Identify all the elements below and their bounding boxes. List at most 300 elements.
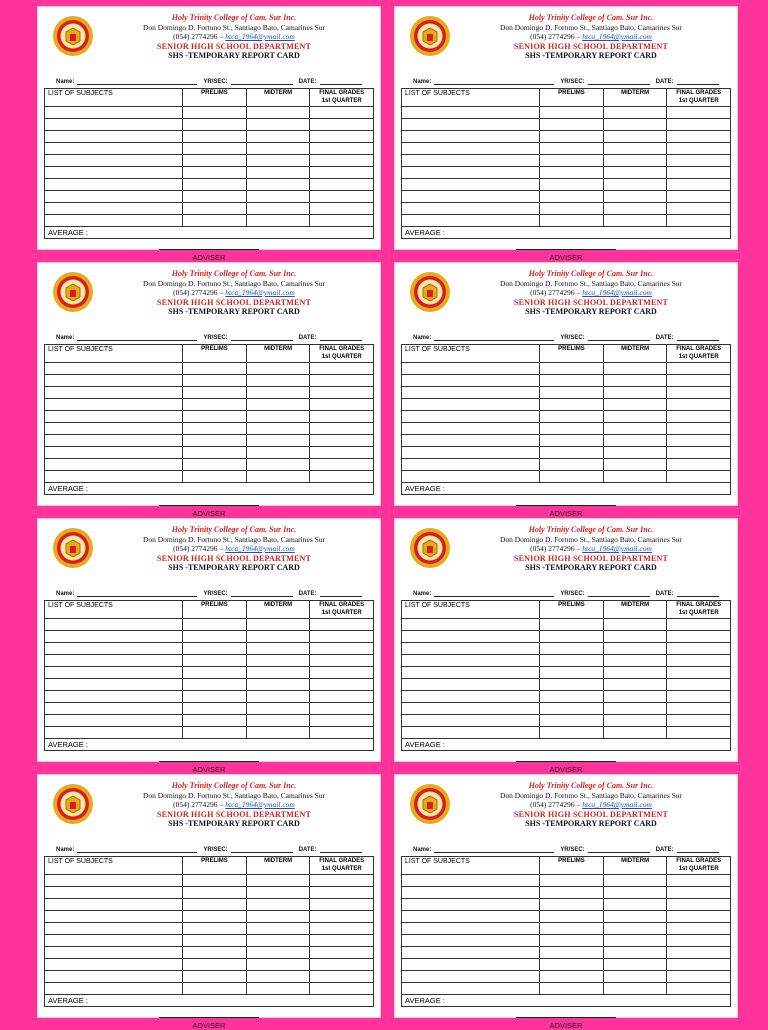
midterm-cell[interactable]	[246, 363, 310, 375]
final-grade-cell[interactable]	[667, 459, 731, 471]
midterm-cell[interactable]	[246, 459, 310, 471]
final-grade-cell[interactable]	[310, 667, 374, 679]
subject-cell[interactable]	[402, 703, 540, 715]
midterm-cell[interactable]	[603, 399, 667, 411]
final-grade-cell[interactable]	[310, 727, 374, 739]
prelims-cell[interactable]	[183, 459, 247, 471]
subject-cell[interactable]	[45, 715, 183, 727]
final-grade-cell[interactable]	[667, 971, 731, 983]
subject-cell[interactable]	[45, 899, 183, 911]
prelims-cell[interactable]	[540, 715, 604, 727]
final-grade-cell[interactable]	[310, 119, 374, 131]
subject-cell[interactable]	[402, 131, 540, 143]
final-grade-cell[interactable]	[667, 179, 731, 191]
prelims-cell[interactable]	[540, 727, 604, 739]
date-field[interactable]	[656, 78, 719, 85]
prelims-cell[interactable]	[183, 959, 247, 971]
subject-cell[interactable]	[45, 911, 183, 923]
yr-sec-field[interactable]	[203, 846, 292, 853]
midterm-cell[interactable]	[246, 435, 310, 447]
midterm-cell[interactable]	[246, 167, 310, 179]
prelims-cell[interactable]	[183, 363, 247, 375]
prelims-cell[interactable]	[183, 143, 247, 155]
midterm-cell[interactable]	[246, 119, 310, 131]
final-grade-cell[interactable]	[667, 471, 731, 483]
midterm-cell[interactable]	[603, 179, 667, 191]
midterm-cell[interactable]	[603, 191, 667, 203]
prelims-cell[interactable]	[540, 411, 604, 423]
prelims-cell[interactable]	[540, 143, 604, 155]
prelims-cell[interactable]	[183, 411, 247, 423]
midterm-cell[interactable]	[603, 727, 667, 739]
subject-cell[interactable]	[402, 667, 540, 679]
final-grade-cell[interactable]	[310, 447, 374, 459]
subject-cell[interactable]	[45, 459, 183, 471]
final-grade-cell[interactable]	[310, 387, 374, 399]
subject-cell[interactable]	[45, 143, 183, 155]
final-grade-cell[interactable]	[310, 947, 374, 959]
final-grade-cell[interactable]	[667, 935, 731, 947]
prelims-cell[interactable]	[540, 971, 604, 983]
subject-cell[interactable]	[402, 935, 540, 947]
subject-cell[interactable]	[45, 387, 183, 399]
midterm-cell[interactable]	[603, 131, 667, 143]
subject-cell[interactable]	[45, 655, 183, 667]
midterm-cell[interactable]	[603, 447, 667, 459]
subject-cell[interactable]	[402, 887, 540, 899]
subject-cell[interactable]	[45, 167, 183, 179]
final-grade-cell[interactable]	[667, 887, 731, 899]
final-grade-cell[interactable]	[310, 423, 374, 435]
midterm-cell[interactable]	[246, 179, 310, 191]
prelims-cell[interactable]	[540, 215, 604, 227]
final-grade-cell[interactable]	[310, 107, 374, 119]
subject-cell[interactable]	[45, 155, 183, 167]
prelims-cell[interactable]	[183, 947, 247, 959]
prelims-cell[interactable]	[540, 107, 604, 119]
final-grade-cell[interactable]	[667, 447, 731, 459]
prelims-cell[interactable]	[540, 131, 604, 143]
final-grade-cell[interactable]	[667, 631, 731, 643]
subject-cell[interactable]	[45, 983, 183, 995]
midterm-cell[interactable]	[603, 411, 667, 423]
midterm-cell[interactable]	[603, 971, 667, 983]
prelims-cell[interactable]	[540, 167, 604, 179]
midterm-cell[interactable]	[603, 215, 667, 227]
prelims-cell[interactable]	[183, 155, 247, 167]
midterm-cell[interactable]	[246, 983, 310, 995]
subject-cell[interactable]	[45, 703, 183, 715]
email-link[interactable]: htca_1964@ymail.com	[225, 288, 295, 297]
subject-cell[interactable]	[45, 203, 183, 215]
final-grade-cell[interactable]	[667, 363, 731, 375]
subject-cell[interactable]	[45, 935, 183, 947]
subject-cell[interactable]	[402, 631, 540, 643]
yr-sec-field[interactable]	[560, 334, 649, 341]
midterm-cell[interactable]	[246, 143, 310, 155]
subject-cell[interactable]	[402, 691, 540, 703]
yr-sec-field[interactable]	[560, 78, 649, 85]
prelims-cell[interactable]	[540, 387, 604, 399]
midterm-cell[interactable]	[603, 875, 667, 887]
email-link[interactable]: htca_1964@ymail.com	[225, 544, 295, 553]
midterm-cell[interactable]	[246, 679, 310, 691]
subject-cell[interactable]	[45, 691, 183, 703]
midterm-cell[interactable]	[246, 643, 310, 655]
prelims-cell[interactable]	[183, 179, 247, 191]
date-field[interactable]	[656, 334, 719, 341]
prelims-cell[interactable]	[183, 203, 247, 215]
subject-cell[interactable]	[45, 947, 183, 959]
final-grade-cell[interactable]	[667, 703, 731, 715]
prelims-cell[interactable]	[183, 631, 247, 643]
prelims-cell[interactable]	[183, 935, 247, 947]
midterm-cell[interactable]	[603, 703, 667, 715]
name-field[interactable]	[413, 334, 554, 341]
prelims-cell[interactable]	[540, 119, 604, 131]
final-grade-cell[interactable]	[310, 143, 374, 155]
midterm-cell[interactable]	[246, 399, 310, 411]
prelims-cell[interactable]	[183, 387, 247, 399]
yr-sec-field[interactable]	[203, 78, 292, 85]
subject-cell[interactable]	[402, 471, 540, 483]
final-grade-cell[interactable]	[310, 155, 374, 167]
midterm-cell[interactable]	[603, 363, 667, 375]
final-grade-cell[interactable]	[310, 459, 374, 471]
subject-cell[interactable]	[45, 447, 183, 459]
subject-cell[interactable]	[402, 619, 540, 631]
final-grade-cell[interactable]	[667, 619, 731, 631]
midterm-cell[interactable]	[603, 679, 667, 691]
prelims-cell[interactable]	[540, 691, 604, 703]
midterm-cell[interactable]	[246, 727, 310, 739]
prelims-cell[interactable]	[540, 447, 604, 459]
midterm-cell[interactable]	[603, 887, 667, 899]
midterm-cell[interactable]	[603, 107, 667, 119]
subject-cell[interactable]	[402, 119, 540, 131]
prelims-cell[interactable]	[183, 679, 247, 691]
name-field[interactable]	[56, 78, 197, 85]
final-grade-cell[interactable]	[310, 971, 374, 983]
email-link[interactable]: htca_1964@ymail.com	[582, 544, 652, 553]
prelims-cell[interactable]	[540, 655, 604, 667]
final-grade-cell[interactable]	[310, 215, 374, 227]
final-grade-cell[interactable]	[310, 631, 374, 643]
midterm-cell[interactable]	[246, 703, 310, 715]
subject-cell[interactable]	[402, 911, 540, 923]
midterm-cell[interactable]	[246, 387, 310, 399]
name-field[interactable]	[413, 78, 554, 85]
final-grade-cell[interactable]	[667, 191, 731, 203]
final-grade-cell[interactable]	[310, 411, 374, 423]
final-grade-cell[interactable]	[667, 667, 731, 679]
prelims-cell[interactable]	[183, 875, 247, 887]
midterm-cell[interactable]	[246, 375, 310, 387]
name-field[interactable]	[56, 846, 197, 853]
prelims-cell[interactable]	[183, 971, 247, 983]
final-grade-cell[interactable]	[667, 423, 731, 435]
final-grade-cell[interactable]	[667, 899, 731, 911]
final-grade-cell[interactable]	[310, 911, 374, 923]
midterm-cell[interactable]	[246, 971, 310, 983]
subject-cell[interactable]	[45, 375, 183, 387]
prelims-cell[interactable]	[183, 655, 247, 667]
yr-sec-field[interactable]	[560, 846, 649, 853]
final-grade-cell[interactable]	[310, 959, 374, 971]
midterm-cell[interactable]	[603, 947, 667, 959]
prelims-cell[interactable]	[183, 167, 247, 179]
prelims-cell[interactable]	[183, 399, 247, 411]
subject-cell[interactable]	[402, 643, 540, 655]
midterm-cell[interactable]	[246, 471, 310, 483]
prelims-cell[interactable]	[183, 435, 247, 447]
midterm-cell[interactable]	[603, 899, 667, 911]
final-grade-cell[interactable]	[667, 435, 731, 447]
midterm-cell[interactable]	[603, 691, 667, 703]
midterm-cell[interactable]	[603, 375, 667, 387]
final-grade-cell[interactable]	[667, 947, 731, 959]
final-grade-cell[interactable]	[310, 399, 374, 411]
prelims-cell[interactable]	[183, 691, 247, 703]
final-grade-cell[interactable]	[310, 179, 374, 191]
prelims-cell[interactable]	[540, 155, 604, 167]
prelims-cell[interactable]	[540, 619, 604, 631]
prelims-cell[interactable]	[540, 191, 604, 203]
final-grade-cell[interactable]	[667, 131, 731, 143]
final-grade-cell[interactable]	[310, 643, 374, 655]
name-field[interactable]	[413, 846, 554, 853]
name-field[interactable]	[56, 334, 197, 341]
subject-cell[interactable]	[45, 875, 183, 887]
subject-cell[interactable]	[402, 375, 540, 387]
midterm-cell[interactable]	[246, 911, 310, 923]
subject-cell[interactable]	[45, 667, 183, 679]
subject-cell[interactable]	[402, 203, 540, 215]
subject-cell[interactable]	[45, 119, 183, 131]
midterm-cell[interactable]	[246, 447, 310, 459]
final-grade-cell[interactable]	[310, 375, 374, 387]
subject-cell[interactable]	[402, 155, 540, 167]
final-grade-cell[interactable]	[667, 215, 731, 227]
subject-cell[interactable]	[402, 107, 540, 119]
prelims-cell[interactable]	[183, 107, 247, 119]
midterm-cell[interactable]	[603, 435, 667, 447]
prelims-cell[interactable]	[183, 911, 247, 923]
midterm-cell[interactable]	[246, 899, 310, 911]
date-field[interactable]	[656, 590, 719, 597]
prelims-cell[interactable]	[183, 191, 247, 203]
subject-cell[interactable]	[402, 179, 540, 191]
subject-cell[interactable]	[402, 715, 540, 727]
prelims-cell[interactable]	[540, 935, 604, 947]
midterm-cell[interactable]	[246, 131, 310, 143]
final-grade-cell[interactable]	[310, 363, 374, 375]
subject-cell[interactable]	[402, 459, 540, 471]
subject-cell[interactable]	[45, 423, 183, 435]
subject-cell[interactable]	[45, 107, 183, 119]
final-grade-cell[interactable]	[310, 679, 374, 691]
email-link[interactable]: htca_1964@ymail.com	[582, 288, 652, 297]
subject-cell[interactable]	[402, 447, 540, 459]
midterm-cell[interactable]	[603, 203, 667, 215]
subject-cell[interactable]	[45, 679, 183, 691]
midterm-cell[interactable]	[603, 715, 667, 727]
final-grade-cell[interactable]	[310, 191, 374, 203]
prelims-cell[interactable]	[540, 435, 604, 447]
final-grade-cell[interactable]	[310, 899, 374, 911]
final-grade-cell[interactable]	[667, 727, 731, 739]
prelims-cell[interactable]	[183, 423, 247, 435]
prelims-cell[interactable]	[540, 703, 604, 715]
prelims-cell[interactable]	[540, 899, 604, 911]
subject-cell[interactable]	[45, 471, 183, 483]
email-link[interactable]: htca_1964@ymail.com	[582, 32, 652, 41]
midterm-cell[interactable]	[246, 203, 310, 215]
email-link[interactable]: htca_1964@ymail.com	[582, 800, 652, 809]
midterm-cell[interactable]	[246, 191, 310, 203]
subject-cell[interactable]	[45, 619, 183, 631]
subject-cell[interactable]	[402, 215, 540, 227]
midterm-cell[interactable]	[603, 923, 667, 935]
subject-cell[interactable]	[402, 947, 540, 959]
prelims-cell[interactable]	[183, 471, 247, 483]
midterm-cell[interactable]	[246, 935, 310, 947]
prelims-cell[interactable]	[540, 363, 604, 375]
subject-cell[interactable]	[45, 959, 183, 971]
subject-cell[interactable]	[402, 363, 540, 375]
prelims-cell[interactable]	[183, 447, 247, 459]
final-grade-cell[interactable]	[667, 643, 731, 655]
final-grade-cell[interactable]	[310, 923, 374, 935]
prelims-cell[interactable]	[540, 203, 604, 215]
prelims-cell[interactable]	[183, 215, 247, 227]
prelims-cell[interactable]	[183, 727, 247, 739]
prelims-cell[interactable]	[540, 643, 604, 655]
subject-cell[interactable]	[45, 399, 183, 411]
subject-cell[interactable]	[45, 191, 183, 203]
final-grade-cell[interactable]	[667, 691, 731, 703]
final-grade-cell[interactable]	[667, 923, 731, 935]
subject-cell[interactable]	[402, 435, 540, 447]
prelims-cell[interactable]	[183, 643, 247, 655]
prelims-cell[interactable]	[540, 983, 604, 995]
subject-cell[interactable]	[402, 679, 540, 691]
subject-cell[interactable]	[45, 215, 183, 227]
prelims-cell[interactable]	[540, 923, 604, 935]
midterm-cell[interactable]	[246, 959, 310, 971]
prelims-cell[interactable]	[540, 179, 604, 191]
prelims-cell[interactable]	[183, 619, 247, 631]
final-grade-cell[interactable]	[310, 875, 374, 887]
prelims-cell[interactable]	[183, 119, 247, 131]
subject-cell[interactable]	[402, 923, 540, 935]
date-field[interactable]	[299, 334, 362, 341]
final-grade-cell[interactable]	[667, 875, 731, 887]
subject-cell[interactable]	[402, 727, 540, 739]
prelims-cell[interactable]	[540, 887, 604, 899]
midterm-cell[interactable]	[603, 619, 667, 631]
prelims-cell[interactable]	[183, 923, 247, 935]
subject-cell[interactable]	[402, 191, 540, 203]
subject-cell[interactable]	[45, 435, 183, 447]
final-grade-cell[interactable]	[667, 107, 731, 119]
midterm-cell[interactable]	[603, 643, 667, 655]
subject-cell[interactable]	[402, 983, 540, 995]
final-grade-cell[interactable]	[667, 143, 731, 155]
subject-cell[interactable]	[45, 363, 183, 375]
final-grade-cell[interactable]	[310, 131, 374, 143]
subject-cell[interactable]	[402, 899, 540, 911]
midterm-cell[interactable]	[603, 667, 667, 679]
email-link[interactable]: htca_1964@ymail.com	[225, 800, 295, 809]
yr-sec-field[interactable]	[560, 590, 649, 597]
subject-cell[interactable]	[45, 643, 183, 655]
subject-cell[interactable]	[45, 179, 183, 191]
midterm-cell[interactable]	[603, 471, 667, 483]
midterm-cell[interactable]	[603, 911, 667, 923]
midterm-cell[interactable]	[246, 875, 310, 887]
midterm-cell[interactable]	[246, 107, 310, 119]
subject-cell[interactable]	[402, 423, 540, 435]
prelims-cell[interactable]	[183, 131, 247, 143]
midterm-cell[interactable]	[246, 715, 310, 727]
final-grade-cell[interactable]	[310, 471, 374, 483]
final-grade-cell[interactable]	[667, 387, 731, 399]
subject-cell[interactable]	[402, 399, 540, 411]
subject-cell[interactable]	[45, 131, 183, 143]
yr-sec-field[interactable]	[203, 334, 292, 341]
midterm-cell[interactable]	[603, 155, 667, 167]
midterm-cell[interactable]	[603, 119, 667, 131]
midterm-cell[interactable]	[246, 619, 310, 631]
prelims-cell[interactable]	[183, 667, 247, 679]
subject-cell[interactable]	[402, 959, 540, 971]
final-grade-cell[interactable]	[310, 715, 374, 727]
midterm-cell[interactable]	[246, 155, 310, 167]
subject-cell[interactable]	[45, 727, 183, 739]
prelims-cell[interactable]	[540, 959, 604, 971]
yr-sec-field[interactable]	[203, 590, 292, 597]
final-grade-cell[interactable]	[667, 959, 731, 971]
subject-cell[interactable]	[45, 411, 183, 423]
prelims-cell[interactable]	[183, 715, 247, 727]
prelims-cell[interactable]	[183, 887, 247, 899]
final-grade-cell[interactable]	[667, 911, 731, 923]
final-grade-cell[interactable]	[667, 411, 731, 423]
final-grade-cell[interactable]	[310, 691, 374, 703]
prelims-cell[interactable]	[183, 899, 247, 911]
midterm-cell[interactable]	[603, 167, 667, 179]
date-field[interactable]	[299, 590, 362, 597]
midterm-cell[interactable]	[603, 935, 667, 947]
prelims-cell[interactable]	[540, 631, 604, 643]
final-grade-cell[interactable]	[667, 119, 731, 131]
prelims-cell[interactable]	[540, 399, 604, 411]
date-field[interactable]	[299, 846, 362, 853]
name-field[interactable]	[56, 590, 197, 597]
date-field[interactable]	[299, 78, 362, 85]
midterm-cell[interactable]	[603, 983, 667, 995]
final-grade-cell[interactable]	[667, 983, 731, 995]
subject-cell[interactable]	[45, 971, 183, 983]
midterm-cell[interactable]	[246, 631, 310, 643]
midterm-cell[interactable]	[246, 655, 310, 667]
midterm-cell[interactable]	[246, 215, 310, 227]
midterm-cell[interactable]	[246, 423, 310, 435]
prelims-cell[interactable]	[540, 679, 604, 691]
subject-cell[interactable]	[45, 631, 183, 643]
prelims-cell[interactable]	[183, 375, 247, 387]
